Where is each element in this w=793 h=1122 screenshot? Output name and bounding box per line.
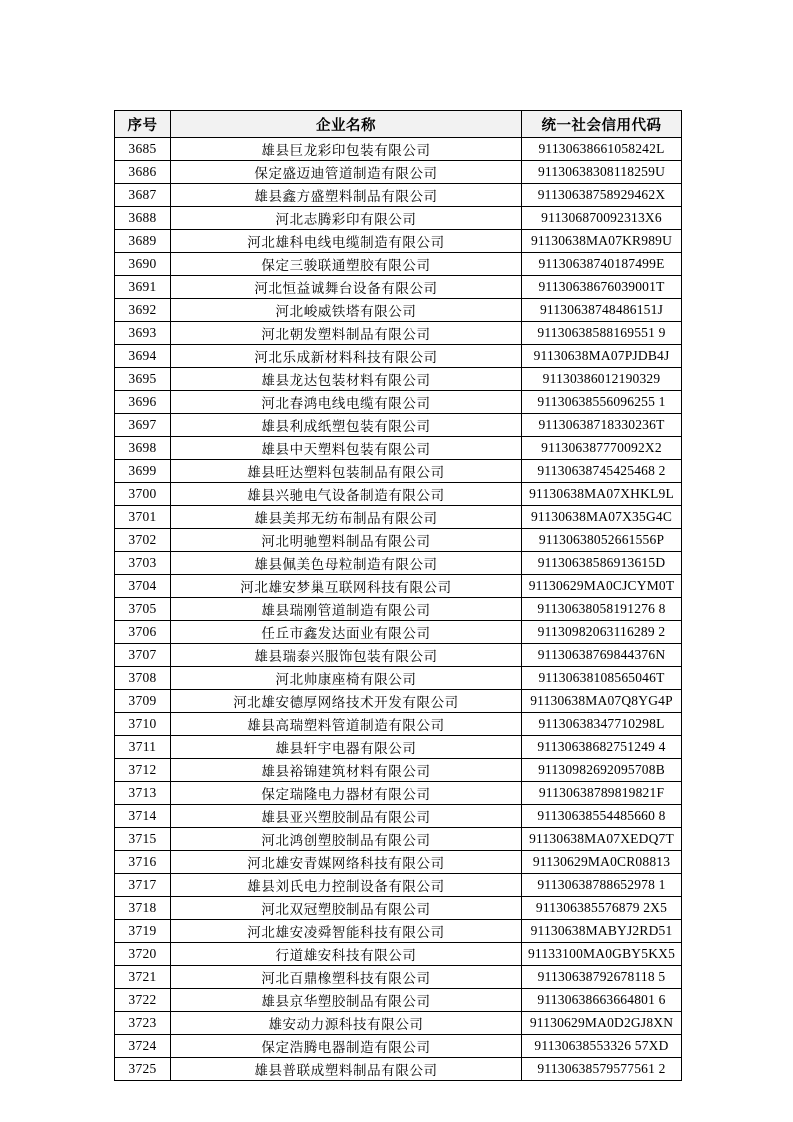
cell-enterprise-name: 河北雄安梦巢互联网科技有限公司 [171, 575, 522, 598]
cell-enterprise-name: 雄县京华塑胶制品有限公司 [171, 989, 522, 1012]
table-row [115, 851, 682, 874]
cell-enterprise-name: 保定瑞隆电力器材有限公司 [171, 782, 522, 805]
cell-index: 3699 [115, 460, 171, 483]
cell-credit-code: 91130638718330236T [522, 414, 682, 437]
cell-index: 3714 [115, 805, 171, 828]
cell-credit-code: 91130638740187499E [522, 253, 682, 276]
cell-credit-code: 91130638682751249 4 [522, 736, 682, 759]
cell-enterprise-name: 河北恒益诚舞台设备有限公司 [171, 276, 522, 299]
table-body [115, 138, 682, 1081]
table-header-row [115, 111, 682, 138]
column-header-enterprise-name: 企业名称 [171, 111, 522, 138]
cell-credit-code: 91130638758929462X [522, 184, 682, 207]
table-row [115, 943, 682, 966]
cell-credit-code: 91130638586913615D [522, 552, 682, 575]
cell-enterprise-name: 雄县刘氏电力控制设备有限公司 [171, 874, 522, 897]
table-row [115, 437, 682, 460]
cell-credit-code: 91130638745425468 2 [522, 460, 682, 483]
cell-credit-code: 91130638058191276 8 [522, 598, 682, 621]
cell-credit-code: 91130638MA07PJDB4J [522, 345, 682, 368]
cell-credit-code: 91130629MA0CJCYM0T [522, 575, 682, 598]
cell-index: 3721 [115, 966, 171, 989]
cell-enterprise-name: 雄县轩宇电器有限公司 [171, 736, 522, 759]
cell-index: 3690 [115, 253, 171, 276]
table-row [115, 230, 682, 253]
cell-credit-code: 91130638554485660 8 [522, 805, 682, 828]
table-row [115, 598, 682, 621]
cell-enterprise-name: 河北百鼎橡塑科技有限公司 [171, 966, 522, 989]
cell-credit-code: 91130638663664801 6 [522, 989, 682, 1012]
cell-enterprise-name: 河北雄安青媒网络科技有限公司 [171, 851, 522, 874]
cell-index: 3692 [115, 299, 171, 322]
cell-credit-code: 91130638588169551 9 [522, 322, 682, 345]
table-row [115, 368, 682, 391]
cell-index: 3687 [115, 184, 171, 207]
cell-credit-code: 91130629MA0CR08813 [522, 851, 682, 874]
cell-index: 3702 [115, 529, 171, 552]
cell-index: 3722 [115, 989, 171, 1012]
cell-enterprise-name: 河北鸿创塑胶制品有限公司 [171, 828, 522, 851]
cell-enterprise-name: 雄县利成纸塑包装有限公司 [171, 414, 522, 437]
table-row [115, 552, 682, 575]
table-header [115, 111, 682, 138]
column-header-index: 序号 [115, 111, 171, 138]
table-row [115, 460, 682, 483]
cell-credit-code: 91130638789819821F [522, 782, 682, 805]
table-row [115, 989, 682, 1012]
table-row [115, 138, 682, 161]
cell-index: 3696 [115, 391, 171, 414]
cell-index: 3716 [115, 851, 171, 874]
cell-credit-code: 91130638108565046T [522, 667, 682, 690]
cell-credit-code: 91130638579577561 2 [522, 1058, 682, 1081]
cell-index: 3685 [115, 138, 171, 161]
cell-index: 3718 [115, 897, 171, 920]
cell-credit-code: 91130638052661556P [522, 529, 682, 552]
cell-index: 3709 [115, 690, 171, 713]
cell-credit-code: 91133100MA0GBY5KX5 [522, 943, 682, 966]
cell-enterprise-name: 雄县美邦无纺布制品有限公司 [171, 506, 522, 529]
enterprise-listing-table-container [114, 110, 681, 1081]
cell-credit-code: 91130638553326 57XD [522, 1035, 682, 1058]
cell-enterprise-name: 河北雄安德厚网络技术开发有限公司 [171, 690, 522, 713]
table-row [115, 782, 682, 805]
cell-index: 3712 [115, 759, 171, 782]
cell-enterprise-name: 保定三骏联通塑胶有限公司 [171, 253, 522, 276]
cell-enterprise-name: 保定盛迈迪管道制造有限公司 [171, 161, 522, 184]
cell-enterprise-name: 雄县普联成塑料制品有限公司 [171, 1058, 522, 1081]
cell-index: 3686 [115, 161, 171, 184]
cell-enterprise-name: 雄县兴驰电气设备制造有限公司 [171, 483, 522, 506]
cell-index: 3719 [115, 920, 171, 943]
cell-enterprise-name: 雄县亚兴塑胶制品有限公司 [171, 805, 522, 828]
cell-enterprise-name: 河北雄科电线电缆制造有限公司 [171, 230, 522, 253]
cell-index: 3710 [115, 713, 171, 736]
cell-credit-code: 91130629MA0D2GJ8XN [522, 1012, 682, 1035]
table-row [115, 920, 682, 943]
cell-enterprise-name: 雄县巨龙彩印包装有限公司 [171, 138, 522, 161]
cell-credit-code: 91130638MA07XHKL9L [522, 483, 682, 506]
cell-credit-code: 91130638MA07X35G4C [522, 506, 682, 529]
cell-credit-code: 91130638MA07XEDQ7T [522, 828, 682, 851]
cell-index: 3724 [115, 1035, 171, 1058]
cell-index: 3703 [115, 552, 171, 575]
cell-enterprise-name: 河北春鸿电线电缆有限公司 [171, 391, 522, 414]
cell-credit-code: 91130982063116289 2 [522, 621, 682, 644]
table-row [115, 874, 682, 897]
table-row [115, 276, 682, 299]
table-row [115, 805, 682, 828]
cell-credit-code: 91130638661058242L [522, 138, 682, 161]
table-row [115, 322, 682, 345]
cell-credit-code: 91130638347710298L [522, 713, 682, 736]
cell-enterprise-name: 雄县佩美色母粒制造有限公司 [171, 552, 522, 575]
cell-index: 3723 [115, 1012, 171, 1035]
cell-index: 3708 [115, 667, 171, 690]
cell-index: 3704 [115, 575, 171, 598]
cell-credit-code: 91130982692095708B [522, 759, 682, 782]
cell-credit-code: 91130638769844376N [522, 644, 682, 667]
cell-index: 3713 [115, 782, 171, 805]
cell-credit-code: 91130638792678118 5 [522, 966, 682, 989]
cell-enterprise-name: 行道雄安科技有限公司 [171, 943, 522, 966]
cell-enterprise-name: 河北峻威铁塔有限公司 [171, 299, 522, 322]
table-row [115, 575, 682, 598]
cell-index: 3688 [115, 207, 171, 230]
cell-enterprise-name: 雄县瑞刚管道制造有限公司 [171, 598, 522, 621]
table-row [115, 299, 682, 322]
table-row [115, 644, 682, 667]
cell-enterprise-name: 雄安动力源科技有限公司 [171, 1012, 522, 1035]
cell-enterprise-name: 雄县瑞泰兴服饰包装有限公司 [171, 644, 522, 667]
table-row [115, 1058, 682, 1081]
table-row [115, 1035, 682, 1058]
table-row [115, 713, 682, 736]
cell-index: 3689 [115, 230, 171, 253]
table-row [115, 253, 682, 276]
cell-enterprise-name: 雄县裕锦建筑材料有限公司 [171, 759, 522, 782]
cell-index: 3717 [115, 874, 171, 897]
table-row [115, 1012, 682, 1035]
cell-enterprise-name: 雄县高瑞塑料管道制造有限公司 [171, 713, 522, 736]
cell-index: 3711 [115, 736, 171, 759]
table-row [115, 529, 682, 552]
cell-credit-code: 91130638308118259U [522, 161, 682, 184]
table-row [115, 759, 682, 782]
cell-index: 3697 [115, 414, 171, 437]
cell-credit-code: 91130638MA07KR989U [522, 230, 682, 253]
table-row [115, 414, 682, 437]
cell-index: 3698 [115, 437, 171, 460]
cell-credit-code: 911306385576879 2X5 [522, 897, 682, 920]
cell-credit-code: 91130638788652978 1 [522, 874, 682, 897]
enterprise-listing-table [114, 110, 682, 1081]
table-row [115, 897, 682, 920]
cell-index: 3694 [115, 345, 171, 368]
cell-enterprise-name: 雄县中天塑料包装有限公司 [171, 437, 522, 460]
table-row [115, 828, 682, 851]
cell-enterprise-name: 河北明驰塑料制品有限公司 [171, 529, 522, 552]
column-header-credit-code: 统一社会信用代码 [522, 111, 682, 138]
cell-enterprise-name: 任丘市鑫发达面业有限公司 [171, 621, 522, 644]
table-row [115, 966, 682, 989]
cell-enterprise-name: 河北帅康座椅有限公司 [171, 667, 522, 690]
cell-credit-code: 91130638748486151J [522, 299, 682, 322]
cell-credit-code: 91130638556096255 1 [522, 391, 682, 414]
table-row [115, 345, 682, 368]
cell-credit-code: 91130638MA07Q8YG4P [522, 690, 682, 713]
table-row [115, 391, 682, 414]
cell-enterprise-name: 河北双冠塑胶制品有限公司 [171, 897, 522, 920]
cell-enterprise-name: 雄县龙达包装材料有限公司 [171, 368, 522, 391]
table-row [115, 506, 682, 529]
table-row [115, 207, 682, 230]
cell-credit-code: 91130638MABYJ2RD51 [522, 920, 682, 943]
cell-credit-code: 91130638676039001T [522, 276, 682, 299]
table-row [115, 621, 682, 644]
cell-enterprise-name: 河北志腾彩印有限公司 [171, 207, 522, 230]
table-row [115, 736, 682, 759]
cell-index: 3691 [115, 276, 171, 299]
cell-index: 3706 [115, 621, 171, 644]
cell-enterprise-name: 保定浩腾电器制造有限公司 [171, 1035, 522, 1058]
cell-enterprise-name: 河北朝发塑料制品有限公司 [171, 322, 522, 345]
cell-enterprise-name: 雄县旺达塑料包装制品有限公司 [171, 460, 522, 483]
cell-index: 3725 [115, 1058, 171, 1081]
cell-index: 3701 [115, 506, 171, 529]
table-row [115, 161, 682, 184]
cell-index: 3720 [115, 943, 171, 966]
cell-index: 3693 [115, 322, 171, 345]
cell-index: 3695 [115, 368, 171, 391]
cell-credit-code: 911306870092313X6 [522, 207, 682, 230]
cell-index: 3715 [115, 828, 171, 851]
cell-enterprise-name: 河北乐成新材料科技有限公司 [171, 345, 522, 368]
cell-enterprise-name: 河北雄安凌舜智能科技有限公司 [171, 920, 522, 943]
table-row [115, 667, 682, 690]
cell-index: 3700 [115, 483, 171, 506]
cell-credit-code: 911306387770092X2 [522, 437, 682, 460]
cell-enterprise-name: 雄县鑫方盛塑料制品有限公司 [171, 184, 522, 207]
cell-index: 3705 [115, 598, 171, 621]
cell-credit-code: 91130386012190329 [522, 368, 682, 391]
cell-index: 3707 [115, 644, 171, 667]
table-row [115, 184, 682, 207]
table-row [115, 690, 682, 713]
table-row [115, 483, 682, 506]
